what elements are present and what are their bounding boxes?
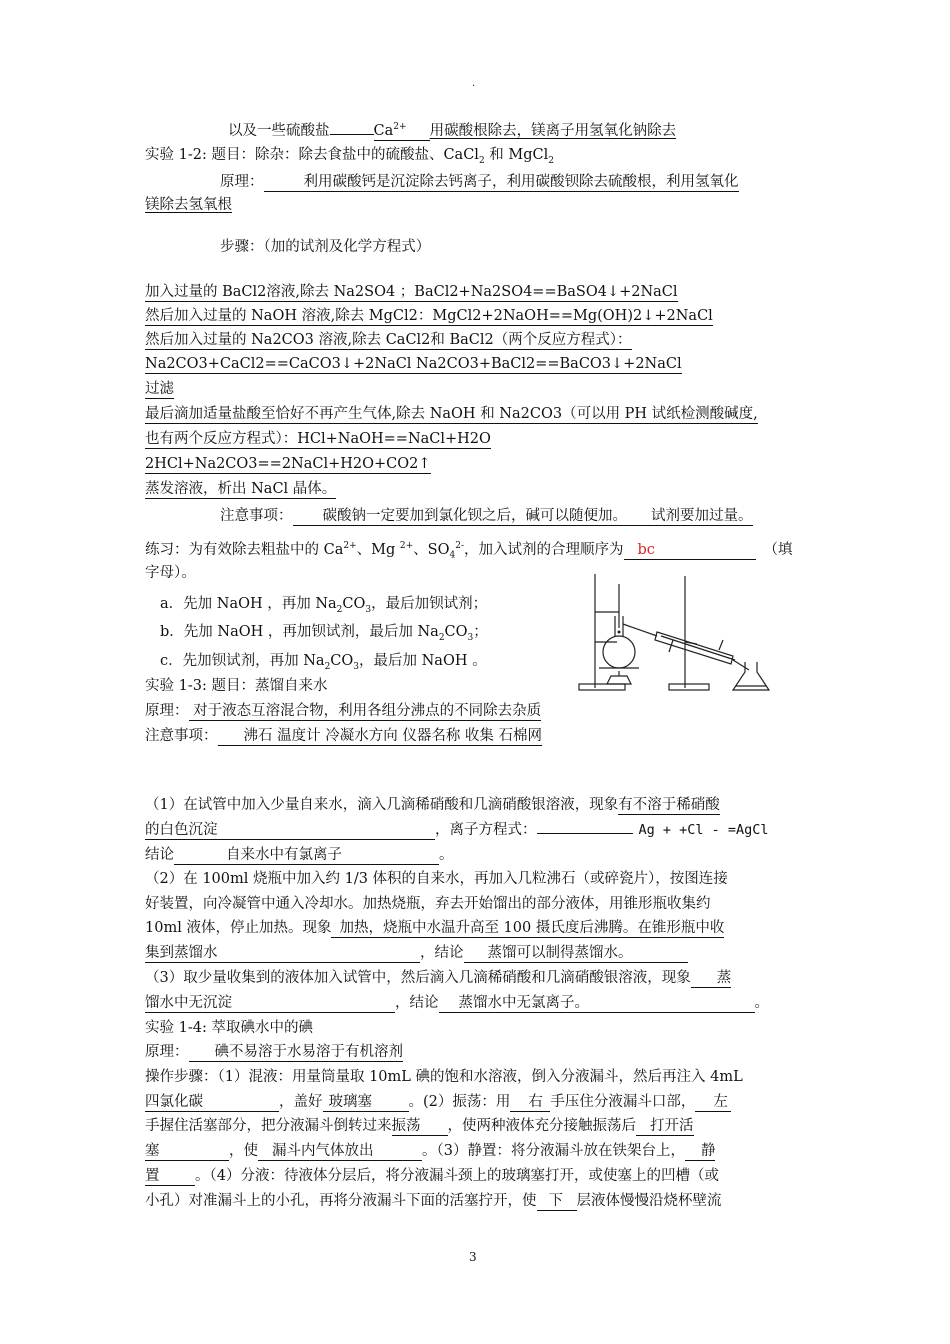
- exp13-step3: （3）取少量收集到的液体加入试管中，然后滴入几滴稀硝酸和几滴硝酸银溶液，现象 蒸: [145, 970, 732, 986]
- exp14-op6: 小孔）对准漏斗上的小孔，再将分液漏斗下面的活塞拧开，使 下 层液体慢慢沿烧杯壁流: [145, 1193, 722, 1209]
- exp13-step3-cont: 馏水中无沉淀 ，结论 蒸馏水中无氯离子。 。: [145, 995, 769, 1011]
- option-a: a．先加 NaOH ，再加 $Na_2CO_3$，最后加钡试剂；: [160, 596, 488, 615]
- step-5: 过滤: [145, 381, 174, 397]
- option-c: c．先加钡试剂，再加 $Na_2CO_3$，最后加 NaOH 。: [160, 653, 487, 672]
- step-2: 然后加入过量的 NaOH 溶液,除去 MgCl2：MgCl2+2NaOH==Mg(OH)2↓+2NaCl: [145, 308, 713, 324]
- exp14-principle: 原理： 碘不易溶于水易溶于有机溶剂: [145, 1044, 403, 1060]
- sulfate-line: 以及一些硫酸盐 $Ca^{2+}$ 用碳酸根除去，镁离子用氢氧化钠除去: [228, 118, 676, 141]
- exp14-title: 实验 1-4: 萃取碘水中的碘: [145, 1020, 313, 1036]
- practice-answer-blank: [624, 541, 756, 560]
- exp13-step2-l3: 10ml 液体，停止加热。现象 加热，烧瓶中水温升高至 100 摄氏度后沸腾。在锥形瓶中收: [145, 920, 725, 936]
- step-8: 2HCl+Na2CO3==2NaCl+H2O+CO2↑: [145, 456, 431, 472]
- step-4: Na2CO3+CaCl2==CaCO3↓+2NaCl Na2CO3+BaCl2==BaCO3↓+2NaCl: [145, 356, 682, 372]
- header-dot: .: [472, 78, 476, 89]
- step-9: 蒸发溶液，析出 NaCl 晶体。: [145, 481, 337, 497]
- option-b: b．先加 NaOH ，再加钡试剂，最后加 $Na_2CO_3$；: [160, 624, 488, 643]
- exp13-step2-l4: 集到蒸馏水 ，结论 蒸馏可以制得蒸馏水。: [145, 943, 688, 963]
- distillation-apparatus-diagram: [573, 572, 808, 694]
- exp13-step2-l1: （2）在 100ml 烧瓶中加入约 1/3 体积的自来水，再加入几粒沸石（或碎瓷片），按图连接: [145, 871, 728, 887]
- exp14-op2: 四氯化碳 ，盖好 玻璃塞 。(2）振荡：用 右 手压住分液漏斗口部， 左: [145, 1092, 731, 1112]
- exp12-notes: 注意事项： 碳酸钠一定要加到氯化钡之后，碱可以随便加。 试剂要加过量。: [220, 508, 753, 524]
- exp13-title: 实验 1-3: 题目：蒸馏自来水: [145, 678, 328, 694]
- exp14-op3: 手握住活塞部分，把分液漏斗倒转过来振荡 ，使两种液体充分接触振荡后 打开活: [145, 1118, 694, 1134]
- practice-question-cont: 字母）。: [145, 565, 196, 581]
- exp14-op5: 置 。（4）分液：待液体分层后，将分液漏斗颈上的玻璃塞打开，或使塞上的凹槽（或: [145, 1168, 719, 1184]
- step-6: 最后滴加适量盐酸至恰好不再产生气体,除去 NaOH 和 Na2CO3（可以用 PH 试纸检测酸碱度,: [145, 406, 758, 422]
- exp13-conclusion1: 结论 自来水中有氯离子 。: [145, 847, 454, 863]
- exp13-step1: （1）在试管中加入少量自来水，滴入几滴稀硝酸和几滴硝酸银溶液，现象有不溶于稀硝酸: [145, 797, 720, 813]
- blank-ca: $Ca^{2+}$: [374, 118, 430, 141]
- page-number: 3: [469, 1250, 477, 1264]
- step-1: 加入过量的 BaCl2溶液,除去 Na2SO4 ；BaCl2+Na2SO4==BaSO4↓+2NaCl: [145, 284, 678, 300]
- exp14-op1: 操作步骤：（1）混液：用量筒量取 10mL 碘的饱和水溶液，倒入分液漏斗，然后再注入 4mL: [145, 1069, 743, 1085]
- exp14-op4: 塞 ，使 漏斗内气体放出 。（3）静置：将分液漏斗放在铁架台上， 静: [145, 1143, 716, 1159]
- step-3: 然后加入过量的 Na2CO3 溶液,除去 CaCl2和 BaCl2（两个反应方程式）：: [145, 332, 632, 348]
- exp12-principle-cont: 镁除去氢氧根: [145, 197, 232, 213]
- exp13-step1-cont: 的白色沉淀 ，离子方程式： Ag + +Cl - =AgCl: [145, 822, 769, 838]
- exp12-title: 实验 1-2: 题目：除杂：除去食盐中的硫酸盐、CaCl$_2$ 和 MgCl$_2$: [145, 147, 554, 166]
- exp12-steps-label: 步骤：（加的试剂及化学方程式）: [220, 239, 431, 255]
- practice-answer: bc: [637, 541, 655, 558]
- exp13-step2-l2: 好装置，向冷凝管中通入冷却水。加热烧瓶，弃去开始馏出的部分液体，用锥形瓶收集约: [145, 896, 711, 912]
- exp12-principle: 原理： 利用碳酸钙是沉淀除去钙离子，利用碳酸钡除去硫酸根，利用氢氧化: [220, 174, 739, 190]
- exp13-principle: 原理： 对于液态互溶混合物，利用各组分沸点的不同除去杂质: [145, 703, 542, 719]
- exp13-notes: 注意事项： 沸石 温度计 冷凝水方向 仪器名称 收集 石棉网: [145, 728, 543, 744]
- practice-question: 练习：为有效除去粗盐中的 $Ca^{2+}$、Mg $^{2+}$、$SO_4^{2-}$，加入试剂的合理顺序为 bc （填: [145, 541, 793, 561]
- step-7: 也有两个反应方程式）：HCl+NaOH==NaCl+H2O: [145, 431, 491, 447]
